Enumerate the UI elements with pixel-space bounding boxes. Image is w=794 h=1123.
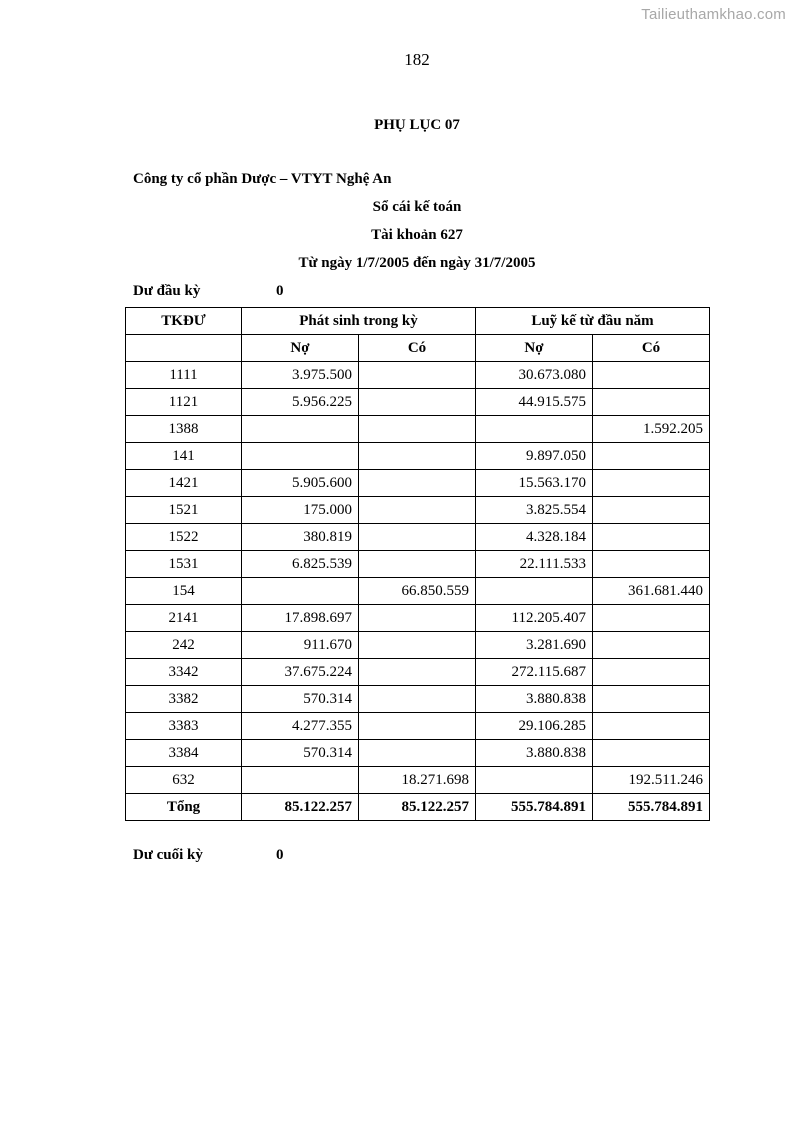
opening-balance xyxy=(133,283,284,300)
cell-period-credit: 85.122.257 xyxy=(359,794,476,821)
cell-cumulative-credit xyxy=(593,713,710,740)
opening-balance-value: 0 xyxy=(276,283,284,299)
cell-cumulative-debit xyxy=(476,578,593,605)
cell-period-debit xyxy=(242,443,359,470)
cell-cumulative-debit: 3.880.838 xyxy=(476,686,593,713)
cell-period-credit xyxy=(359,713,476,740)
cell-cumulative-debit: 30.673.080 xyxy=(476,362,593,389)
header-cumulative-debit: Nợ xyxy=(476,335,593,362)
cell-cumulative-credit xyxy=(593,740,710,767)
table-row xyxy=(126,470,710,497)
cell-cumulative-credit xyxy=(593,389,710,416)
cell-cumulative-debit: 3.281.690 xyxy=(476,632,593,659)
cell-period-credit xyxy=(359,632,476,659)
cell-cumulative-credit: 192.511.246 xyxy=(593,767,710,794)
cell-cumulative-debit: 15.563.170 xyxy=(476,470,593,497)
cell-period-credit xyxy=(359,362,476,389)
cell-period-debit: 17.898.697 xyxy=(242,605,359,632)
cell-account: Tổng xyxy=(126,794,242,821)
cell-cumulative-credit xyxy=(593,524,710,551)
table-row xyxy=(126,524,710,551)
cell-period-credit xyxy=(359,524,476,551)
cell-account: 3383 xyxy=(126,713,242,740)
table-row xyxy=(126,389,710,416)
cell-period-credit xyxy=(359,551,476,578)
table-row xyxy=(126,416,710,443)
cell-cumulative-credit xyxy=(593,551,710,578)
closing-balance-value: 0 xyxy=(276,847,284,863)
cell-cumulative-credit xyxy=(593,362,710,389)
cell-account: 1521 xyxy=(126,497,242,524)
cell-cumulative-credit xyxy=(593,659,710,686)
cell-period-credit xyxy=(359,389,476,416)
table-row xyxy=(126,686,710,713)
cell-period-debit xyxy=(242,767,359,794)
cell-cumulative-credit: 1.592.205 xyxy=(593,416,710,443)
appendix-title: PHỤ LỤC 07 xyxy=(374,117,460,133)
cell-period-credit xyxy=(359,740,476,767)
cell-cumulative-debit: 3.825.554 xyxy=(476,497,593,524)
cell-period-debit: 380.819 xyxy=(242,524,359,551)
cell-period-debit: 570.314 xyxy=(242,740,359,767)
header-account: TKĐƯ xyxy=(126,308,242,335)
cell-account: 141 xyxy=(126,443,242,470)
cell-period-credit xyxy=(359,470,476,497)
cell-period-debit: 175.000 xyxy=(242,497,359,524)
header-cumulative-credit: Có xyxy=(593,335,710,362)
cell-period-debit xyxy=(242,416,359,443)
header-period-debit: Nợ xyxy=(242,335,359,362)
cell-cumulative-credit: 361.681.440 xyxy=(593,578,710,605)
cell-cumulative-debit xyxy=(476,767,593,794)
cell-account: 1522 xyxy=(126,524,242,551)
opening-balance-label: Dư đầu kỳ xyxy=(133,283,201,299)
company-name: Công ty cổ phần Dược – VTYT Nghệ An xyxy=(133,171,392,187)
cell-cumulative-debit: 29.106.285 xyxy=(476,713,593,740)
ledger-title: Sổ cái kế toán xyxy=(372,199,462,215)
closing-balance xyxy=(133,847,284,864)
table-row xyxy=(126,497,710,524)
cell-account: 1421 xyxy=(126,470,242,497)
cell-cumulative-credit xyxy=(593,686,710,713)
cell-cumulative-debit: 272.115.687 xyxy=(476,659,593,686)
cell-period-credit: 18.271.698 xyxy=(359,767,476,794)
cell-account: 1121 xyxy=(126,389,242,416)
cell-cumulative-debit: 9.897.050 xyxy=(476,443,593,470)
cell-period-credit: 66.850.559 xyxy=(359,578,476,605)
total-row xyxy=(126,794,710,821)
cell-period-debit: 911.670 xyxy=(242,632,359,659)
cell-period-debit: 4.277.355 xyxy=(242,713,359,740)
cell-cumulative-credit xyxy=(593,632,710,659)
cell-cumulative-debit: 555.784.891 xyxy=(476,794,593,821)
watermark: Tailieuthamkhao.com xyxy=(641,6,786,23)
cell-period-credit xyxy=(359,497,476,524)
cell-period-debit: 5.956.225 xyxy=(242,389,359,416)
cell-cumulative-debit: 3.880.838 xyxy=(476,740,593,767)
table-row xyxy=(126,551,710,578)
cell-cumulative-debit xyxy=(476,416,593,443)
cell-account: 1111 xyxy=(126,362,242,389)
cell-account: 3342 xyxy=(126,659,242,686)
cell-period-credit xyxy=(359,686,476,713)
table-row xyxy=(126,605,710,632)
cell-period-debit: 37.675.224 xyxy=(242,659,359,686)
cell-cumulative-credit xyxy=(593,605,710,632)
table-row xyxy=(126,443,710,470)
cell-period-debit: 570.314 xyxy=(242,686,359,713)
cell-account: 3384 xyxy=(126,740,242,767)
cell-period-credit xyxy=(359,659,476,686)
table-row xyxy=(126,767,710,794)
cell-period-debit: 5.905.600 xyxy=(242,470,359,497)
page-number: 182 xyxy=(404,50,430,69)
cell-period-debit: 85.122.257 xyxy=(242,794,359,821)
cell-cumulative-debit: 44.915.575 xyxy=(476,389,593,416)
cell-account: 632 xyxy=(126,767,242,794)
cell-account: 3382 xyxy=(126,686,242,713)
header-row-2 xyxy=(126,335,710,362)
cell-account: 1388 xyxy=(126,416,242,443)
cell-cumulative-credit xyxy=(593,497,710,524)
ledger-table xyxy=(125,307,710,821)
cell-period-debit xyxy=(242,578,359,605)
cell-account: 2141 xyxy=(126,605,242,632)
cell-period-credit xyxy=(359,605,476,632)
cell-cumulative-debit: 112.205.407 xyxy=(476,605,593,632)
table-row xyxy=(126,713,710,740)
cell-account: 1531 xyxy=(126,551,242,578)
table-row xyxy=(126,578,710,605)
cell-account: 242 xyxy=(126,632,242,659)
cell-period-credit xyxy=(359,416,476,443)
table-row xyxy=(126,362,710,389)
cell-period-debit: 6.825.539 xyxy=(242,551,359,578)
header-period: Phát sinh trong kỳ xyxy=(242,308,476,335)
cell-cumulative-credit xyxy=(593,470,710,497)
cell-cumulative-credit: 555.784.891 xyxy=(593,794,710,821)
table-row xyxy=(126,740,710,767)
period-title: Từ ngày 1/7/2005 đến ngày 31/7/2005 xyxy=(298,255,536,271)
header-cumulative: Luỹ kế từ đầu năm xyxy=(476,308,710,335)
closing-balance-label: Dư cuối kỳ xyxy=(133,847,203,863)
cell-period-credit xyxy=(359,443,476,470)
cell-cumulative-debit: 4.328.184 xyxy=(476,524,593,551)
cell-account: 154 xyxy=(126,578,242,605)
cell-cumulative-credit xyxy=(593,443,710,470)
header-row-1 xyxy=(126,308,710,335)
table-row xyxy=(126,632,710,659)
header-period-credit: Có xyxy=(359,335,476,362)
account-title: Tài khoản 627 xyxy=(371,227,463,243)
cell-period-debit: 3.975.500 xyxy=(242,362,359,389)
cell-cumulative-debit: 22.111.533 xyxy=(476,551,593,578)
header-blank xyxy=(126,335,242,362)
table-row xyxy=(126,659,710,686)
